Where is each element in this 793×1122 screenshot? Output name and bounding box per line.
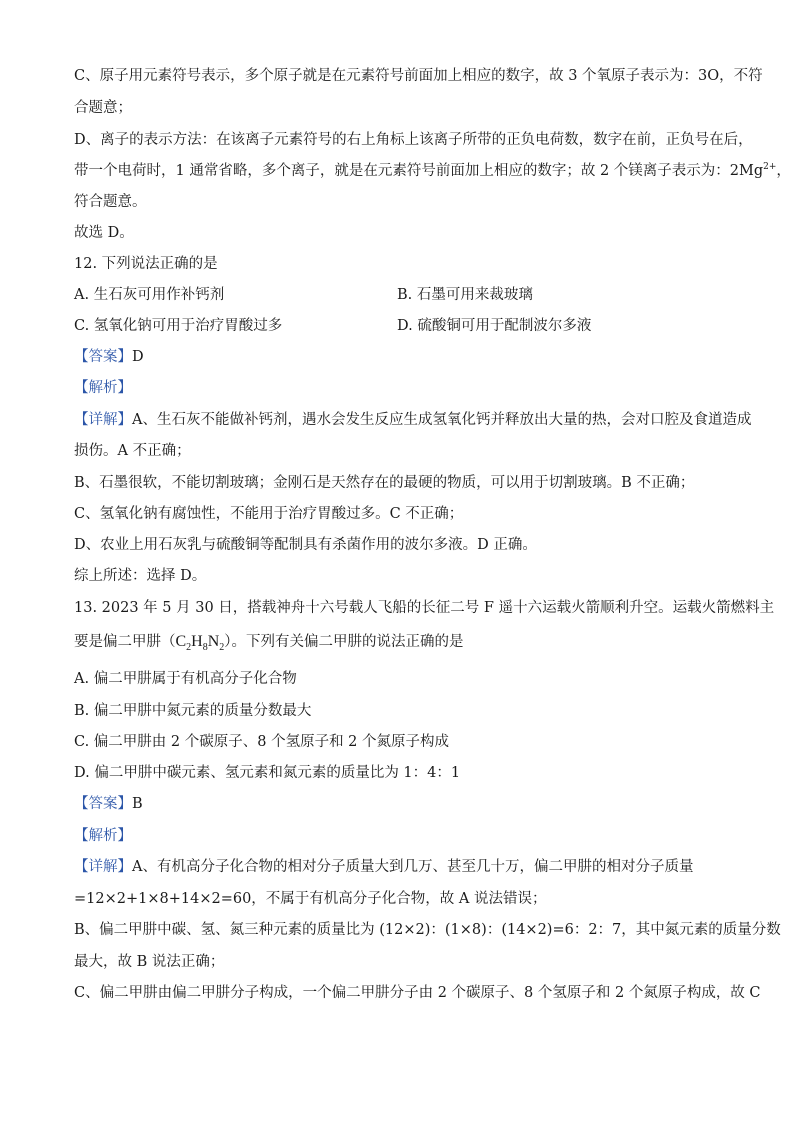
q13-option-b: B. 偏二甲肼中氮元素的质量分数最大 <box>74 703 312 719</box>
text-line: 故选 D。 <box>74 225 134 241</box>
text-line: 符合题意。 <box>74 194 147 210</box>
text-line: 最大，故 B 说法正确； <box>74 954 225 970</box>
q13-analysis-tag: 【解析】 <box>74 828 132 844</box>
text-line: 损伤。A 不正确； <box>74 443 191 459</box>
text-segment: A、生石灰不能做补钙剂，遇水会发生反应生成氢氧化钙并释放出大量的热，会对口腔及食道造成 <box>132 412 752 428</box>
ion-charge: 2+ <box>763 162 777 173</box>
text-line: 合题意； <box>74 100 132 116</box>
q12-option-d: D. 硫酸铜可用于配制波尔多液 <box>397 318 592 334</box>
text-line: 综上所述：选择 D。 <box>74 568 207 584</box>
explanation-tag: 【详解】 <box>74 412 132 428</box>
text-line: D、农业上用石灰乳与硫酸铜等配制具有杀菌作用的波尔多液。D 正确。 <box>74 537 537 553</box>
q13-explanation <box>74 857 693 877</box>
q13-option-c: C. 偏二甲肼由 2 个碳原子、8 个氢原子和 2 个氮原子构成 <box>74 734 450 750</box>
answer-value: D <box>132 349 144 365</box>
question-12-stem: 12. 下列说法正确的是 <box>74 256 218 272</box>
answer-tag: 【答案】 <box>74 349 132 365</box>
text-line: B、石墨很软，不能切割玻璃；金刚石是天然存在的最硬的物质，可以用于切割玻璃。B 不正确； <box>74 475 695 491</box>
text-segment: ， <box>776 163 791 179</box>
answer-value: B <box>132 796 143 812</box>
text-line: C、原子用元素符号表示，多个原子就是在元素符号前面加上相应的数字，故 3 个氧原子表示为：3O，不符 <box>74 68 763 84</box>
answer-tag: 【答案】 <box>74 796 132 812</box>
q12-option-a: A. 生石灰可用作补钙剂 <box>74 287 225 303</box>
text-line <box>74 161 791 181</box>
text-segment: 带一个电荷时，1 通常省略，多个离子，就是在元素符号前面加上相应的数字；故 2 个镁离子表示为：2Mg <box>74 163 764 179</box>
text-segment: A、有机高分子化合物的相对分子质量大到几万、甚至几十万，偏二甲肼的相对分子质量 <box>132 859 694 875</box>
text-line: B、偏二甲肼中碳、氢、氮三种元素的质量比为 (12×2)：(1×8)：(14×2)=6：2：7，其中氮元素的质量分数 <box>74 922 781 938</box>
q13-option-d: D. 偏二甲肼中碳元素、氢元素和氮元素的质量比为 1：4：1 <box>74 765 461 781</box>
question-13-stem-cont <box>74 632 464 652</box>
text-line: D、离子的表示方法：在该离子元素符号的右上角标上该离子所带的正负电荷数，数字在前，正负号在后， <box>74 132 753 148</box>
q12-option-c: C. 氢氧化钠可用于治疗胃酸过多 <box>74 318 283 334</box>
q13-answer <box>74 794 143 814</box>
text-line: C、氢氧化钠有腐蚀性，不能用于治疗胃酸过多。C 不正确； <box>74 506 464 522</box>
q12-analysis-tag: 【解析】 <box>74 380 132 396</box>
q13-option-a: A. 偏二甲肼属于有机高分子化合物 <box>74 671 297 687</box>
text-line: C、偏二甲肼由偏二甲肼分子构成，一个偏二甲肼分子由 2 个碳原子、8 个氢原子和 2 个氮原子构成，故 C <box>74 985 761 1001</box>
q12-explanation <box>74 410 751 430</box>
text-segment: ）。下列有关偏二甲肼的说法正确的是 <box>224 634 464 650</box>
q12-option-b: B. 石墨可用来裁玻璃 <box>397 287 533 303</box>
q12-answer <box>74 347 144 367</box>
chemical-formula: $C_2H_8N_2$ <box>175 633 225 654</box>
text-line: =12×2+1×8+14×2=60，不属于有机高分子化合物，故 A 说法错误； <box>74 891 547 907</box>
question-13-stem: 13. 2023 年 5 月 30 日，搭载神舟十六号载人飞船的长征二号 F 遥十六运载火箭顺利升空。运载火箭燃料主 <box>74 600 775 616</box>
explanation-tag: 【详解】 <box>74 859 132 875</box>
text-segment: 要是偏二甲肼（ <box>74 634 176 650</box>
